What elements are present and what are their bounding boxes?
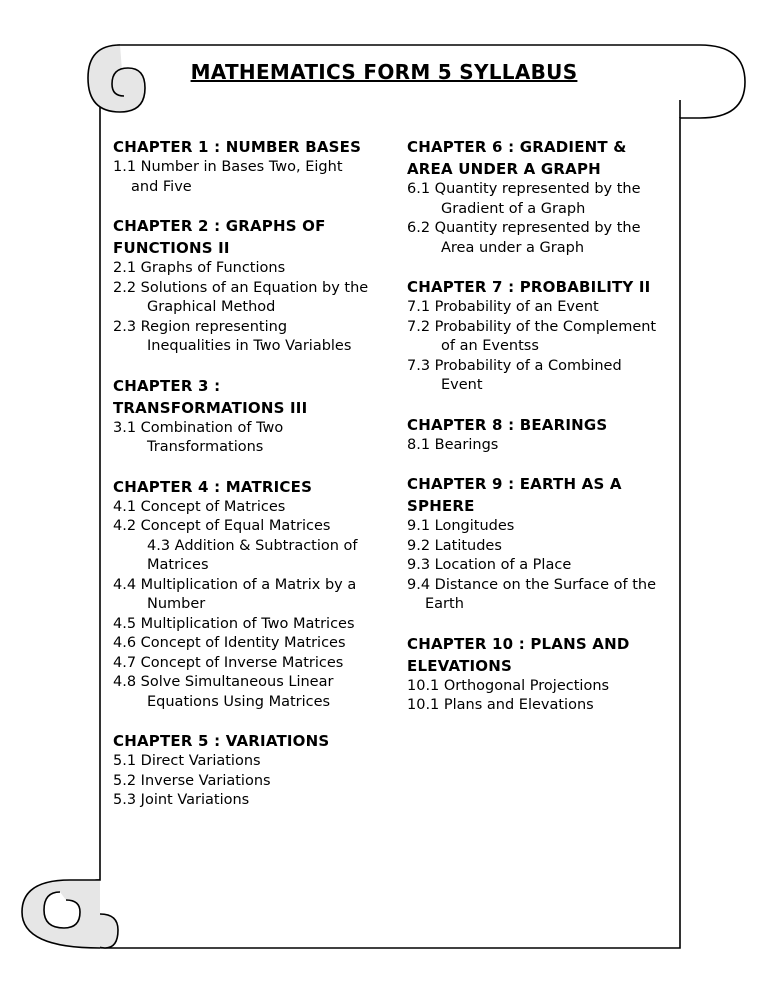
syllabus-item: 4.3 Addition & Subtraction of Matrices — [147, 537, 358, 573]
chapter-heading: CHAPTER 4 : MATRICES — [113, 477, 313, 496]
syllabus-item: 4.5 Multiplication of Two Matrices — [113, 615, 355, 632]
chapter-heading: CHAPTER 3 : TRANSFORMATIONS III — [113, 376, 308, 417]
chapter-block — [113, 136, 373, 197]
syllabus-item: 8.1 Bearings — [407, 436, 499, 453]
left-column — [113, 136, 373, 829]
chapter-heading: CHAPTER 5 : VARIATIONS — [113, 732, 330, 750]
syllabus-item: 1.1 Number in Bases Two, Eight and Five — [113, 159, 343, 195]
chapter-block — [407, 414, 667, 456]
syllabus-item: 9.4 Distance on the Surface of the Earth — [407, 576, 656, 612]
page-title: MATHEMATICS FORM 5 SYLLABUS — [190, 60, 578, 84]
syllabus-item: 9.1 Longitudes — [407, 518, 515, 534]
chapter-heading: CHAPTER 9 : EARTH AS A SPHERE — [407, 475, 622, 515]
chapter-heading: CHAPTER 1 : NUMBER BASES — [113, 138, 362, 156]
syllabus-item: 6.1 Quantity represented by the Gradient of a Graph — [407, 181, 641, 217]
chapter-heading: CHAPTER 2 : GRAPHS OF FUNCTIONS II — [113, 217, 326, 257]
chapter-block — [113, 476, 373, 713]
syllabus-item: 4.1 Concept of Matrices — [113, 498, 286, 515]
syllabus-item: 2.1 Graphs of Functions — [113, 260, 286, 276]
syllabus-item: 5.2 Inverse Variations — [113, 772, 271, 789]
chapter-heading: CHAPTER 10 : PLANS AND ELEVATIONS — [407, 634, 630, 675]
right-column — [407, 136, 667, 734]
syllabus-item: 4.4 Multiplication of a Matrix by a Number — [113, 576, 357, 612]
syllabus-item: 10.1 Plans and Elevations — [407, 697, 594, 713]
chapter-heading: CHAPTER 7 : PROBABILITY II — [407, 278, 651, 296]
chapter-block — [407, 473, 667, 615]
chapter-block — [113, 375, 373, 458]
syllabus-item: 6.2 Quantity represented by the Area under a Graph — [407, 220, 641, 256]
chapter-heading: CHAPTER 8 : BEARINGS — [407, 415, 608, 434]
syllabus-item: 4.2 Concept of Equal Matrices — [113, 518, 331, 534]
syllabus-item: 4.6 Concept of Identity Matrices — [113, 635, 346, 651]
syllabus-item: 7.1 Probability of an Event — [407, 299, 599, 315]
syllabus-item: 7.3 Probability of a Combined Event — [407, 357, 622, 393]
chapter-heading: CHAPTER 6 : GRADIENT & AREA UNDER A GRAPH — [407, 138, 627, 178]
syllabus-item: 4.8 Solve Simultaneous Linear Equations Using Matrices — [113, 674, 334, 710]
syllabus-item: 10.1 Orthogonal Projections — [407, 677, 610, 694]
syllabus-item: 7.2 Probability of the Complement of an Eventss — [407, 318, 657, 354]
syllabus-item: 2.3 Region representing Inequalities in Two Variables — [113, 318, 352, 354]
syllabus-item: 4.7 Concept of Inverse Matrices — [113, 654, 344, 671]
syllabus-item: 9.2 Latitudes — [407, 537, 502, 554]
chapter-block — [113, 215, 373, 357]
syllabus-item: 3.1 Combination of Two Transformations — [113, 419, 284, 455]
syllabus-item: 2.2 Solutions of an Equation by the Graphical Method — [113, 279, 369, 315]
chapter-block — [407, 136, 667, 258]
syllabus-item: 5.1 Direct Variations — [113, 753, 261, 769]
syllabus-item: 9.3 Location of a Place — [407, 557, 572, 573]
chapter-block — [407, 633, 667, 716]
syllabus-item: 5.3 Joint Variations — [113, 792, 250, 808]
chapter-block — [113, 730, 373, 811]
chapter-block — [407, 276, 667, 396]
